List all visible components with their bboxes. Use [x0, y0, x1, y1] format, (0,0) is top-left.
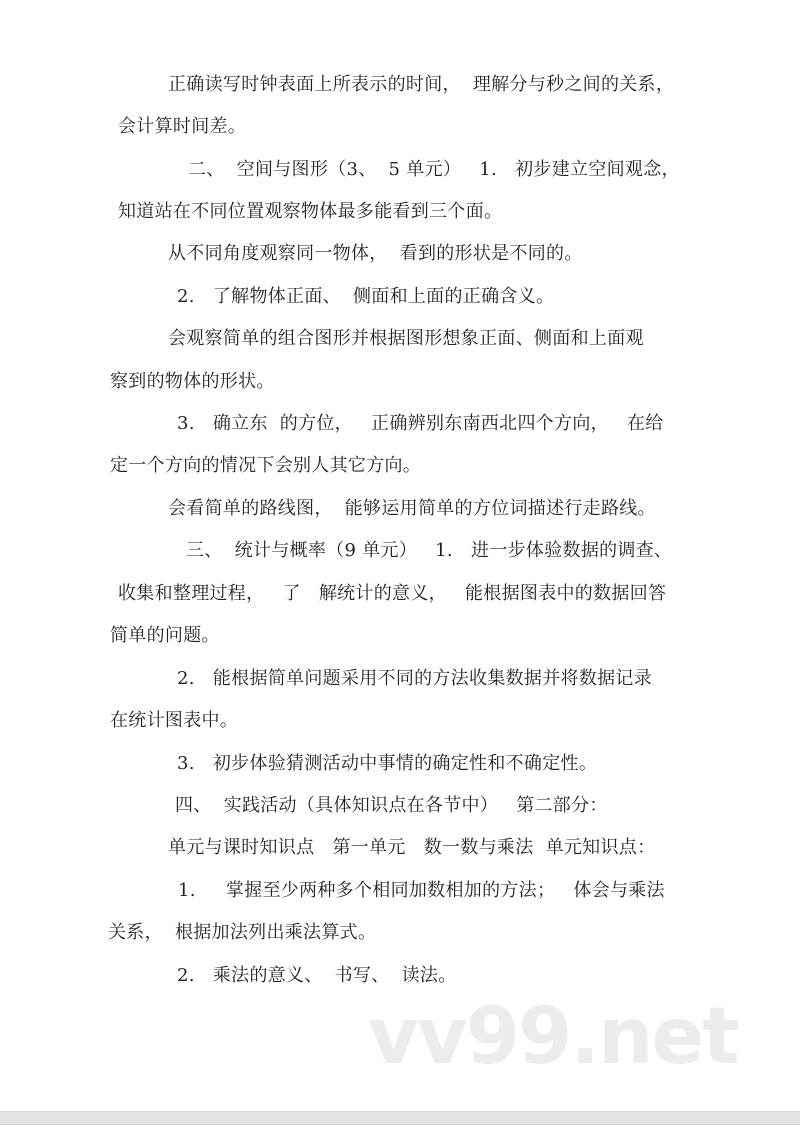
- text-line: 3. 初步体验猜测活动中事情的确定性和不确定性。: [177, 753, 598, 774]
- text-line: 简单的问题。: [110, 625, 220, 646]
- text-line: 在统计图表中。: [110, 710, 239, 731]
- watermark: vv99.net: [368, 992, 738, 1082]
- text-line: 会观察简单的组合图形并根据图形想象正面、侧面和上面观: [168, 328, 644, 349]
- text-line: 知道站在不同位置观察物体最多能看到三个面。: [118, 201, 503, 222]
- text-line: 从不同角度观察同一物体， 看到的形状是不同的。: [168, 243, 583, 264]
- text-line: 2. 能根据简单问题采用不同的方法收集数据并将数据记录: [177, 668, 653, 689]
- section-heading: 四、 实践活动（具体知识点在各节中） 第二部分：: [175, 795, 608, 816]
- text-line: 3. 确立东 的方位， 正确辨别东南西北四个方向， 在给: [177, 413, 664, 434]
- page-separator: [0, 1111, 800, 1125]
- text-line: 会看简单的路线图， 能够运用简单的方位词描述行走路线。: [168, 498, 656, 519]
- text-line: 关系， 根据加法列出乘法算式。: [108, 922, 377, 943]
- section-heading: 二、 空间与图形（3、 5 单元） 1. 初步建立空间观念，: [188, 159, 680, 180]
- text-line: 单元与课时知识点 第一单元 数一数与乘法 单元知识点：: [168, 837, 656, 858]
- text-line: 会计算时间差。: [118, 116, 247, 137]
- text-line: 正确读写时钟表面上所表示的时间， 理解分与秒之间的关系，: [168, 74, 675, 95]
- text-line: 定一个方向的情况下会别人其它方向。: [110, 455, 422, 476]
- text-line: 2. 乘法的意义、 书写、 读法。: [177, 965, 457, 986]
- text-line: 收集和整理过程， 了 解统计的意义， 能根据图表中的数据回答: [118, 583, 667, 604]
- text-line: 察到的物体的形状。: [110, 371, 275, 392]
- text-line: 1. 掌握至少两种多个相同加数相加的方法； 体会与乘法: [178, 880, 665, 901]
- text-line: 2. 了解物体正面、 侧面和上面的正确含义。: [177, 286, 555, 307]
- section-heading: 三、 统计与概率（9 单元） 1. 进一步体验数据的调查、: [186, 540, 673, 561]
